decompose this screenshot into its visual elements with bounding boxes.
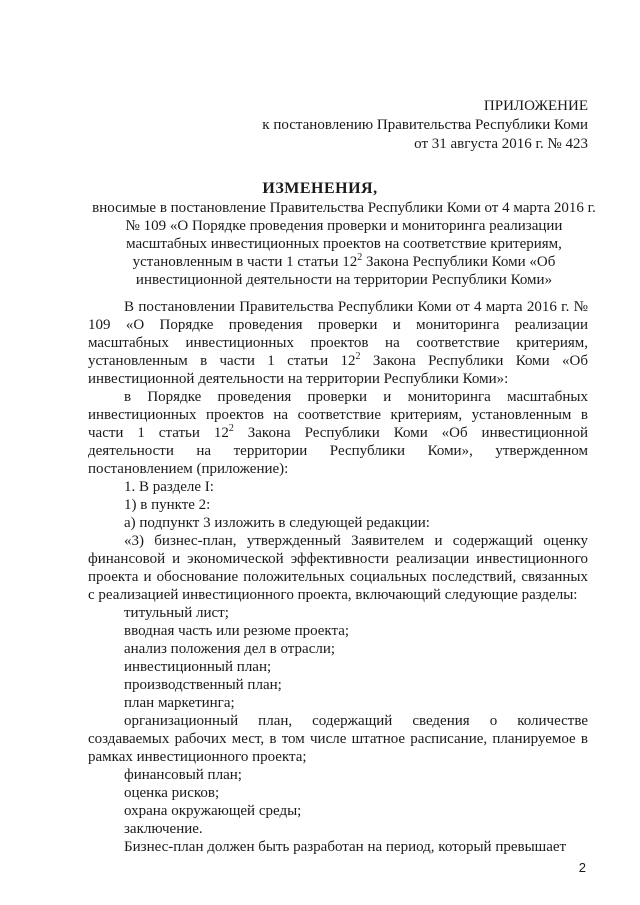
appendix-label: ПРИЛОЖЕНИЕ [483, 98, 588, 114]
paragraph-procedure-superscript: 2 [228, 423, 234, 434]
paragraph-intro [88, 298, 588, 388]
paragraph-procedure [88, 388, 588, 478]
list-item: план маркетинга; [124, 695, 235, 711]
list-item: финансовый план; [124, 767, 242, 783]
subtitle-text-2: Закона Республики Коми «Об инвестиционной деятельности на территории Республики Коми» [135, 254, 556, 288]
appendix-header [262, 97, 588, 154]
list-item: анализ положения дел в отрасли; [124, 641, 336, 657]
paragraph-section: 1. В разделе I: [124, 479, 214, 495]
list-item: заключение. [124, 821, 203, 837]
paragraph-procedure-text-2: Закона Республики Коми «Об инвестиционной деятельности на территории Республики Коми», утвержденном постановлением (приложение): [88, 425, 589, 477]
document-title: ИЗМЕНЕНИЯ, [262, 180, 378, 197]
paragraph-intro-text-2: Закона Республики Коми «Об инвестиционной деятельности на территории Республики Коми»: [88, 353, 588, 387]
document-body [88, 298, 588, 856]
paragraph-point: 1) в пункте 2: [124, 497, 211, 513]
list-item: организационный план, содержащий сведения о количестве создаваемых рабочих мест, в том числе штатное расписание, планируемое в рамках инвестиционного проекта; [88, 713, 588, 765]
paragraph-procedure-text-1: в Порядке проведения проверки и мониторинга масштабных инвестиционных проектов на соответствие критериям, установленным в части 1 статьи 12 [88, 389, 588, 441]
list-item: производственный план; [124, 677, 282, 693]
paragraph-intro-text-1: В постановлении Правительства Республики Коми от 4 марта 2016 г. № 109 «О Порядке проведения проверки и мониторинга реализации масштабных инвестиционных проектов на соответствие критериям, установленным в части 1 статьи 12 [88, 299, 588, 369]
list-item: вводная часть или резюме проекта; [124, 623, 350, 639]
list-item: оценка рисков; [124, 785, 220, 801]
page-number: 2 [578, 860, 586, 875]
paragraph-business-plan: «3) бизнес-план, утвержденный Заявителем и содержащий оценку финансовой и экономической эффективности реализации инвестиционного проекта и обоснование положительных социальных последствий, связанных с реализацией инвестиционного проекта, включающий следующие разделы: [88, 533, 588, 603]
appendix-date: от 31 августа 2016 г. № 423 [414, 136, 588, 152]
subtitle-superscript: 2 [357, 252, 363, 263]
appendix-resolution: к постановлению Правительства Республики Коми [262, 117, 588, 133]
list-item: охрана окружающей среды; [124, 803, 302, 819]
paragraph-subpoint: а) подпункт 3 изложить в следующей редакции: [124, 515, 430, 531]
subtitle-text-1: вносимые в постановление Правительства Республики Коми от 4 марта 2016 г. № 109 «О Порядке проведения проверки и мониторинга реализации масштабных инвестиционных проектов на соответствие критериям, установленным в части 1 статьи 12 [92, 200, 596, 270]
paragraph-intro-superscript: 2 [355, 351, 361, 362]
list-item: титульный лист; [124, 605, 229, 621]
paragraph-last: Бизнес-план должен быть разработан на период, который превышает [124, 839, 567, 855]
document-subtitle [88, 199, 600, 289]
list-item: инвестиционный план; [124, 659, 272, 675]
